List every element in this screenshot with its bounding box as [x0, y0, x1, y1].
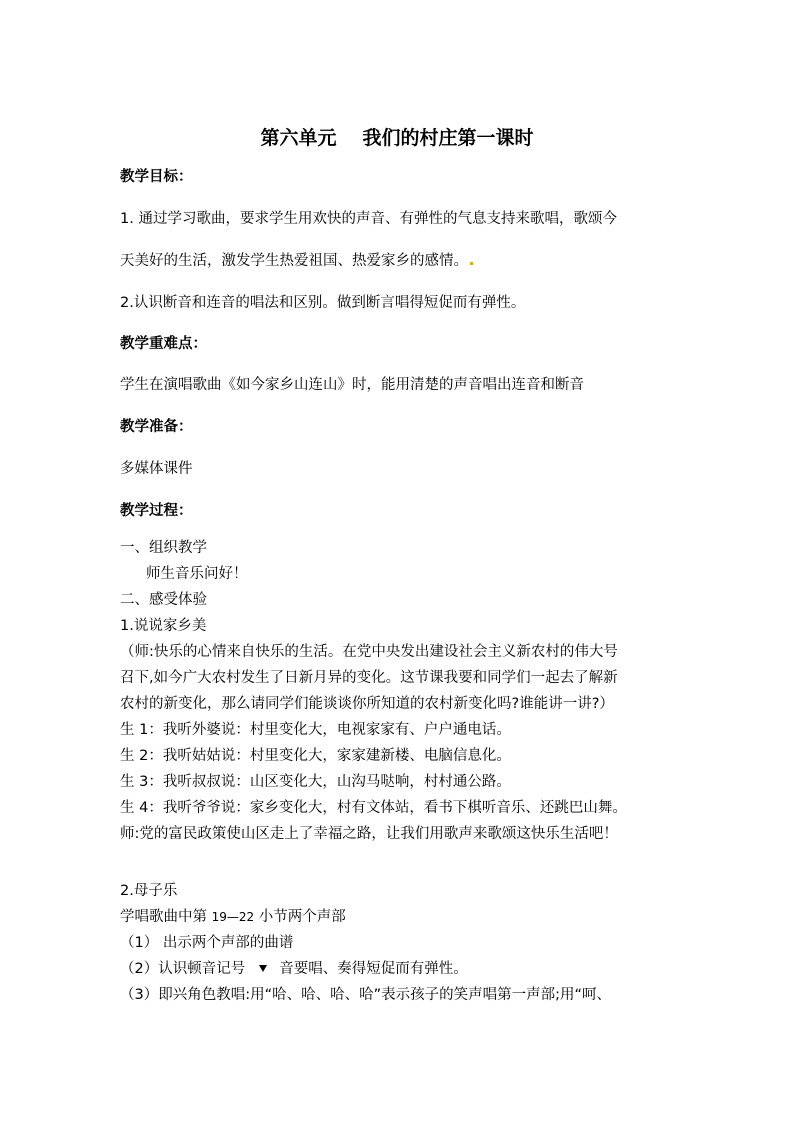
- stray-mark: [470, 262, 473, 265]
- process-heading: 教学过程：: [120, 503, 193, 519]
- prep-heading: 教学准备：: [120, 419, 193, 435]
- keypoints-text: 学生在演唱歌曲《如今家乡山连山》时，能用清楚的声音唱出连音和断音: [120, 377, 584, 393]
- keypoints-heading: 教学重难点：: [120, 336, 207, 352]
- goal-2: 2.认识断音和连音的唱法和区别。做到断言唱得短促而有弹性。: [120, 295, 526, 311]
- step-2: 二、感受体验: [120, 592, 207, 608]
- teacher-line-1: （师:快乐的心情来自快乐的生活。在党中央发出建设社会主义新农村的伟大号: [120, 644, 618, 660]
- goals-heading: 教学目标：: [120, 169, 193, 185]
- page-title: [0, 126, 794, 150]
- step-1-detail: 师生音乐问好！: [146, 566, 248, 582]
- sub-section-1: 1.说说家乡美: [120, 618, 207, 634]
- sub-section-2-detail: 学唱歌曲中第 19—22 小节两个声部: [120, 909, 346, 925]
- student-2: 生 2：我听姑姑说：村里变化大，家家建新楼、电脑信息化。: [120, 748, 511, 764]
- sub-section-2: 2.母子乐: [120, 883, 178, 899]
- teacher-line-2: 召下,如今广大农村发生了日新月异的变化。这节课我要和同学们一起去了解新: [120, 670, 618, 686]
- title-lesson: 我们的村庄第一课时: [362, 127, 534, 149]
- teacher-line-3: 农村的新变化，那么请同学们能谈谈你所知道的农村新变化吗?谁能讲一讲?）: [120, 696, 614, 712]
- item-1: （1） 出示两个声部的曲谱: [120, 935, 294, 951]
- prep-text: 多媒体课件: [120, 461, 193, 477]
- title-unit: 第六单元: [260, 127, 337, 149]
- item-2: （2）认识顿音记号 音要唱、奏得短促而有弹性。: [120, 961, 468, 977]
- staccato-icon: [259, 965, 267, 972]
- teacher-closing: 师:党的富民政策使山区走上了幸福之路，让我们用歌声来歌颂这快乐生活吧！: [120, 826, 618, 842]
- goal-1-line-1: 1. 通过学习歌曲，要求学生用欢快的声音、有弹性的气息支持来歌唱，歌颂今: [120, 211, 617, 227]
- student-3: 生 3：我听叔叔说：山区变化大，山沟马哒响，村村通公路。: [120, 774, 511, 790]
- student-1: 生 1：我听外婆说：村里变化大，电视家家有、户户通电话。: [120, 722, 511, 738]
- goal-1-line-2: 天美好的生活，激发学生热爱祖国、热爱家乡的感情。: [120, 252, 473, 270]
- step-1: 一、组织教学: [120, 540, 207, 556]
- item-3: （3）即兴角色教唱:用“哈、哈、哈、哈”表示孩子的笑声唱第一声部;用“呵、: [120, 987, 612, 1003]
- student-4: 生 4：我听爷爷说：家乡变化大，村有文体站，看书下棋听音乐、还跳巴山舞。: [120, 800, 627, 816]
